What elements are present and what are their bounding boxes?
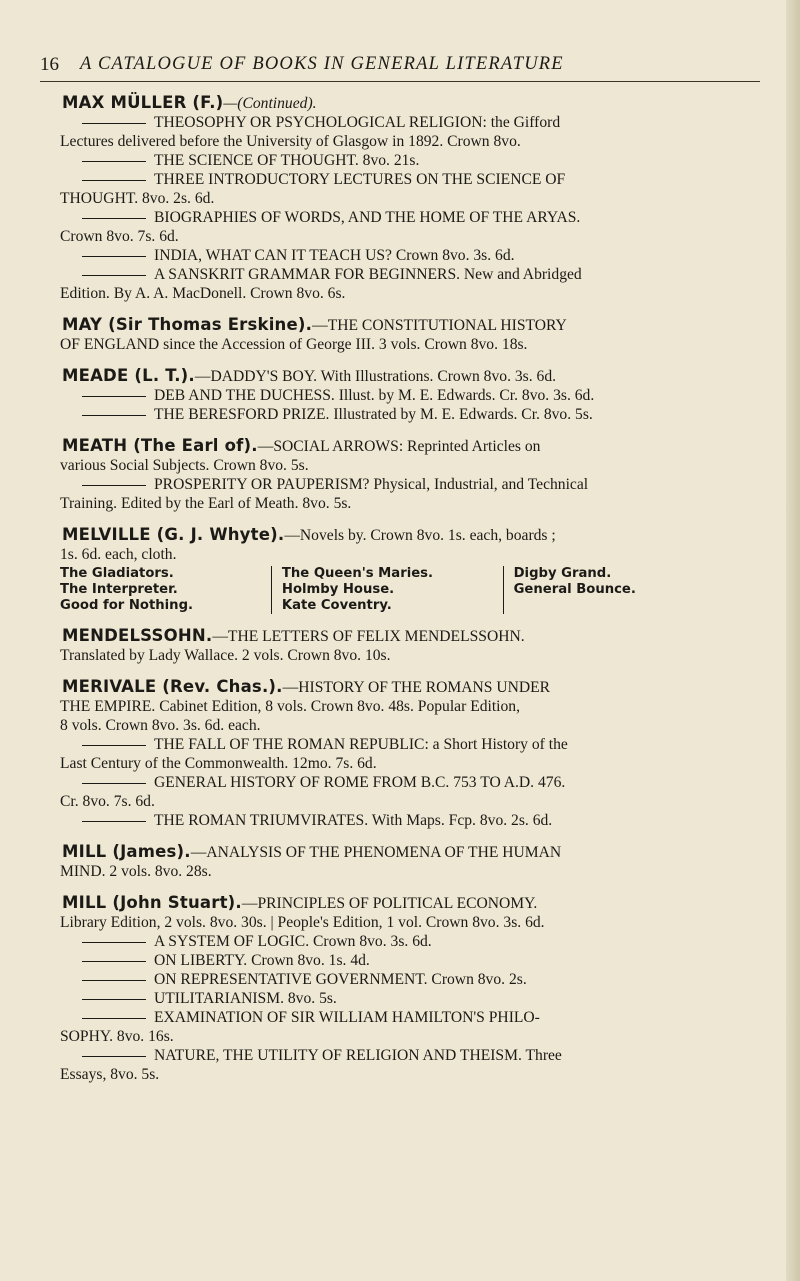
- author-name: MAY (Sir Thomas Erskine).: [62, 315, 313, 334]
- book-details: 8vo. 21s.: [358, 152, 420, 169]
- book-continuation: Crown 8vo. 7s. 6d.: [60, 228, 179, 245]
- book-details: With Maps. Fcp. 8vo. 2s. 6d.: [368, 812, 553, 829]
- entry-mill-john-stuart: [60, 893, 740, 1084]
- author-name: MERIVALE (Rev. Chas.).: [62, 677, 283, 696]
- novel-title: General Bounce.: [513, 582, 636, 597]
- book-continuation: Essays, 8vo. 5s.: [60, 1066, 160, 1083]
- book-details: Crown 8vo. 2s.: [427, 971, 527, 988]
- catalogue-content: [60, 93, 740, 1096]
- novel-title: Good for Nothing.: [60, 598, 194, 613]
- book-details: Crown 8vo. 3s. 6d.: [309, 933, 432, 950]
- book-continuation: OF ENGLAND since the Accession of George III. 3 vols. Crown 8vo. 18s.: [60, 336, 528, 353]
- author-name: MAX MÜLLER (F.): [62, 93, 224, 112]
- entry-melville: [60, 525, 740, 614]
- book-continuation: Edition. By A. A. MacDonell. Crown 8vo. 6s.: [60, 285, 346, 302]
- novel-column: [504, 566, 700, 614]
- book-continuation: THE EMPIRE. Cabinet Edition, 8 vols. Crown 8vo. 48s. Popular Edition,: [60, 698, 521, 715]
- book-details: 8vo. 5s.: [283, 990, 337, 1007]
- book-details: Illust. by M. E. Edwards. Cr. 8vo. 3s. 6d.: [334, 387, 595, 404]
- book-continuation: Translated by Lady Wallace. 2 vols. Crown 8vo. 10s.: [60, 647, 391, 664]
- book-continuation: 1s. 6d. each, cloth.: [60, 546, 177, 563]
- book-details: the Gifford: [486, 114, 561, 131]
- book-description: —THE LETTERS OF FELIX MENDELSSOHN.: [212, 628, 525, 645]
- book-title: THE SCIENCE OF THOUGHT.: [154, 152, 359, 169]
- book-details: Illustrated by M. E. Edwards. Cr. 8vo. 5s.: [329, 406, 593, 423]
- novel-column: [271, 566, 504, 614]
- book-description: —ANALYSIS OF THE PHENOMENA OF THE HUMAN: [190, 844, 562, 861]
- book-title: ON REPRESENTATIVE GOVERNMENT.: [154, 971, 428, 988]
- novel-title: Kate Coventry.: [281, 598, 392, 613]
- book-continuation: Lectures delivered before the University of Glasgow in 1892. Crown 8vo.: [60, 133, 521, 150]
- book-title: PROSPERITY OR PAUPERISM?: [154, 476, 370, 493]
- book-description: —SOCIAL ARROWS: Reprinted Articles on: [257, 438, 541, 455]
- author-name: MILL (James).: [62, 842, 191, 861]
- book-details: Crown 8vo. 3s. 6d.: [391, 247, 515, 264]
- book-title: BIOGRAPHIES OF WORDS, AND THE HOME OF THE ARYAS.: [154, 209, 581, 226]
- book-title: A SYSTEM OF LOGIC.: [154, 933, 310, 950]
- novel-list: [60, 566, 700, 614]
- book-title: THE FALL OF THE ROMAN REPUBLIC:: [154, 736, 429, 753]
- page-number: 16: [40, 54, 59, 75]
- entry-merivale: [60, 677, 740, 830]
- book-title: NATURE, THE UTILITY OF RELIGION AND THEISM.: [154, 1047, 522, 1064]
- book-title: DEB AND THE DUCHESS.: [154, 387, 335, 404]
- novel-title: The Interpreter.: [60, 582, 178, 597]
- book-title: THE ROMAN TRIUMVIRATES.: [154, 812, 369, 829]
- book-title: THEOSOPHY OR PSYCHOLOGICAL RELIGION:: [154, 114, 487, 131]
- book-continuation: Cr. 8vo. 7s. 6d.: [60, 793, 155, 810]
- book-description: —PRINCIPLES OF POLITICAL ECONOMY.: [241, 895, 538, 912]
- book-details: New and Abridged: [460, 266, 582, 283]
- book-title: THE BERESFORD PRIZE.: [154, 406, 330, 423]
- book-continuation: Training. Edited by the Earl of Meath. 8vo. 5s.: [60, 495, 352, 512]
- book-continuation: THOUGHT. 8vo. 2s. 6d.: [60, 190, 215, 207]
- entry-may: [60, 315, 740, 354]
- book-title: A SANSKRIT GRAMMAR FOR BEGINNERS.: [154, 266, 461, 283]
- book-title: GENERAL HISTORY OF ROME FROM B.C. 753 TO A.D. 476.: [154, 774, 566, 791]
- novel-title: The Gladiators.: [60, 566, 174, 581]
- novel-title: Holmby House.: [281, 582, 395, 597]
- book-details: Crown 8vo. 1s. 4d.: [247, 952, 370, 969]
- novel-title: The Queen's Maries.: [281, 566, 434, 581]
- book-details: Three: [521, 1047, 562, 1064]
- book-description: —THE CONSTITUTIONAL HISTORY: [312, 317, 567, 334]
- book-continuation: 8 vols. Crown 8vo. 3s. 6d. each.: [60, 717, 261, 734]
- book-details: Physical, Industrial, and Technical: [369, 476, 589, 493]
- book-details: a Short History of the: [428, 736, 568, 753]
- book-continuation: MIND. 2 vols. 8vo. 28s.: [60, 863, 212, 880]
- book-continuation: Last Century of the Commonwealth. 12mo. 7s. 6d.: [60, 755, 377, 772]
- author-name: MEADE (L. T.).: [62, 366, 195, 385]
- author-name: MELVILLE (G. J. Whyte).: [62, 525, 285, 544]
- book-continuation: SOPHY. 8vo. 16s.: [60, 1028, 174, 1045]
- author-name: MEATH (The Earl of).: [62, 436, 258, 455]
- book-continuation: Library Edition, 2 vols. 8vo. 30s. | People's Edition, 1 vol. Crown 8vo. 3s. 6d.: [60, 914, 545, 931]
- entry-meade: [60, 366, 740, 424]
- author-name: MENDELSSOHN.: [62, 626, 213, 645]
- book-continuation: various Social Subjects. Crown 8vo. 5s.: [60, 457, 309, 474]
- running-title: A CATALOGUE OF BOOKS IN GENERAL LITERATURE: [80, 54, 564, 74]
- page-edge: [786, 0, 800, 1281]
- entry-mendelssohn: [60, 626, 740, 665]
- book-description: —Novels by. Crown 8vo. 1s. each, boards ;: [284, 527, 556, 544]
- book-title: UTILITARIANISM.: [154, 990, 284, 1007]
- entry-meath: [60, 436, 740, 513]
- entry-max-muller: [60, 93, 740, 303]
- author-name: MILL (John Stuart).: [62, 893, 242, 912]
- book-title: EXAMINATION OF SIR WILLIAM HAMILTON'S PHILO-: [154, 1009, 540, 1026]
- book-title: THREE INTRODUCTORY LECTURES ON THE SCIENCE OF: [154, 171, 566, 188]
- header-rule: [40, 81, 760, 82]
- book-description: —DADDY'S BOY. With Illustrations. Crown 8vo. 3s. 6d.: [194, 368, 557, 385]
- author-note: —(Continued).: [223, 95, 317, 112]
- novel-title: Digby Grand.: [513, 566, 612, 581]
- book-title: INDIA, WHAT CAN IT TEACH US?: [154, 247, 392, 264]
- book-description: —HISTORY OF THE ROMANS UNDER: [282, 679, 551, 696]
- book-title: ON LIBERTY.: [154, 952, 248, 969]
- novel-column: [60, 566, 271, 614]
- entry-mill-james: [60, 842, 740, 881]
